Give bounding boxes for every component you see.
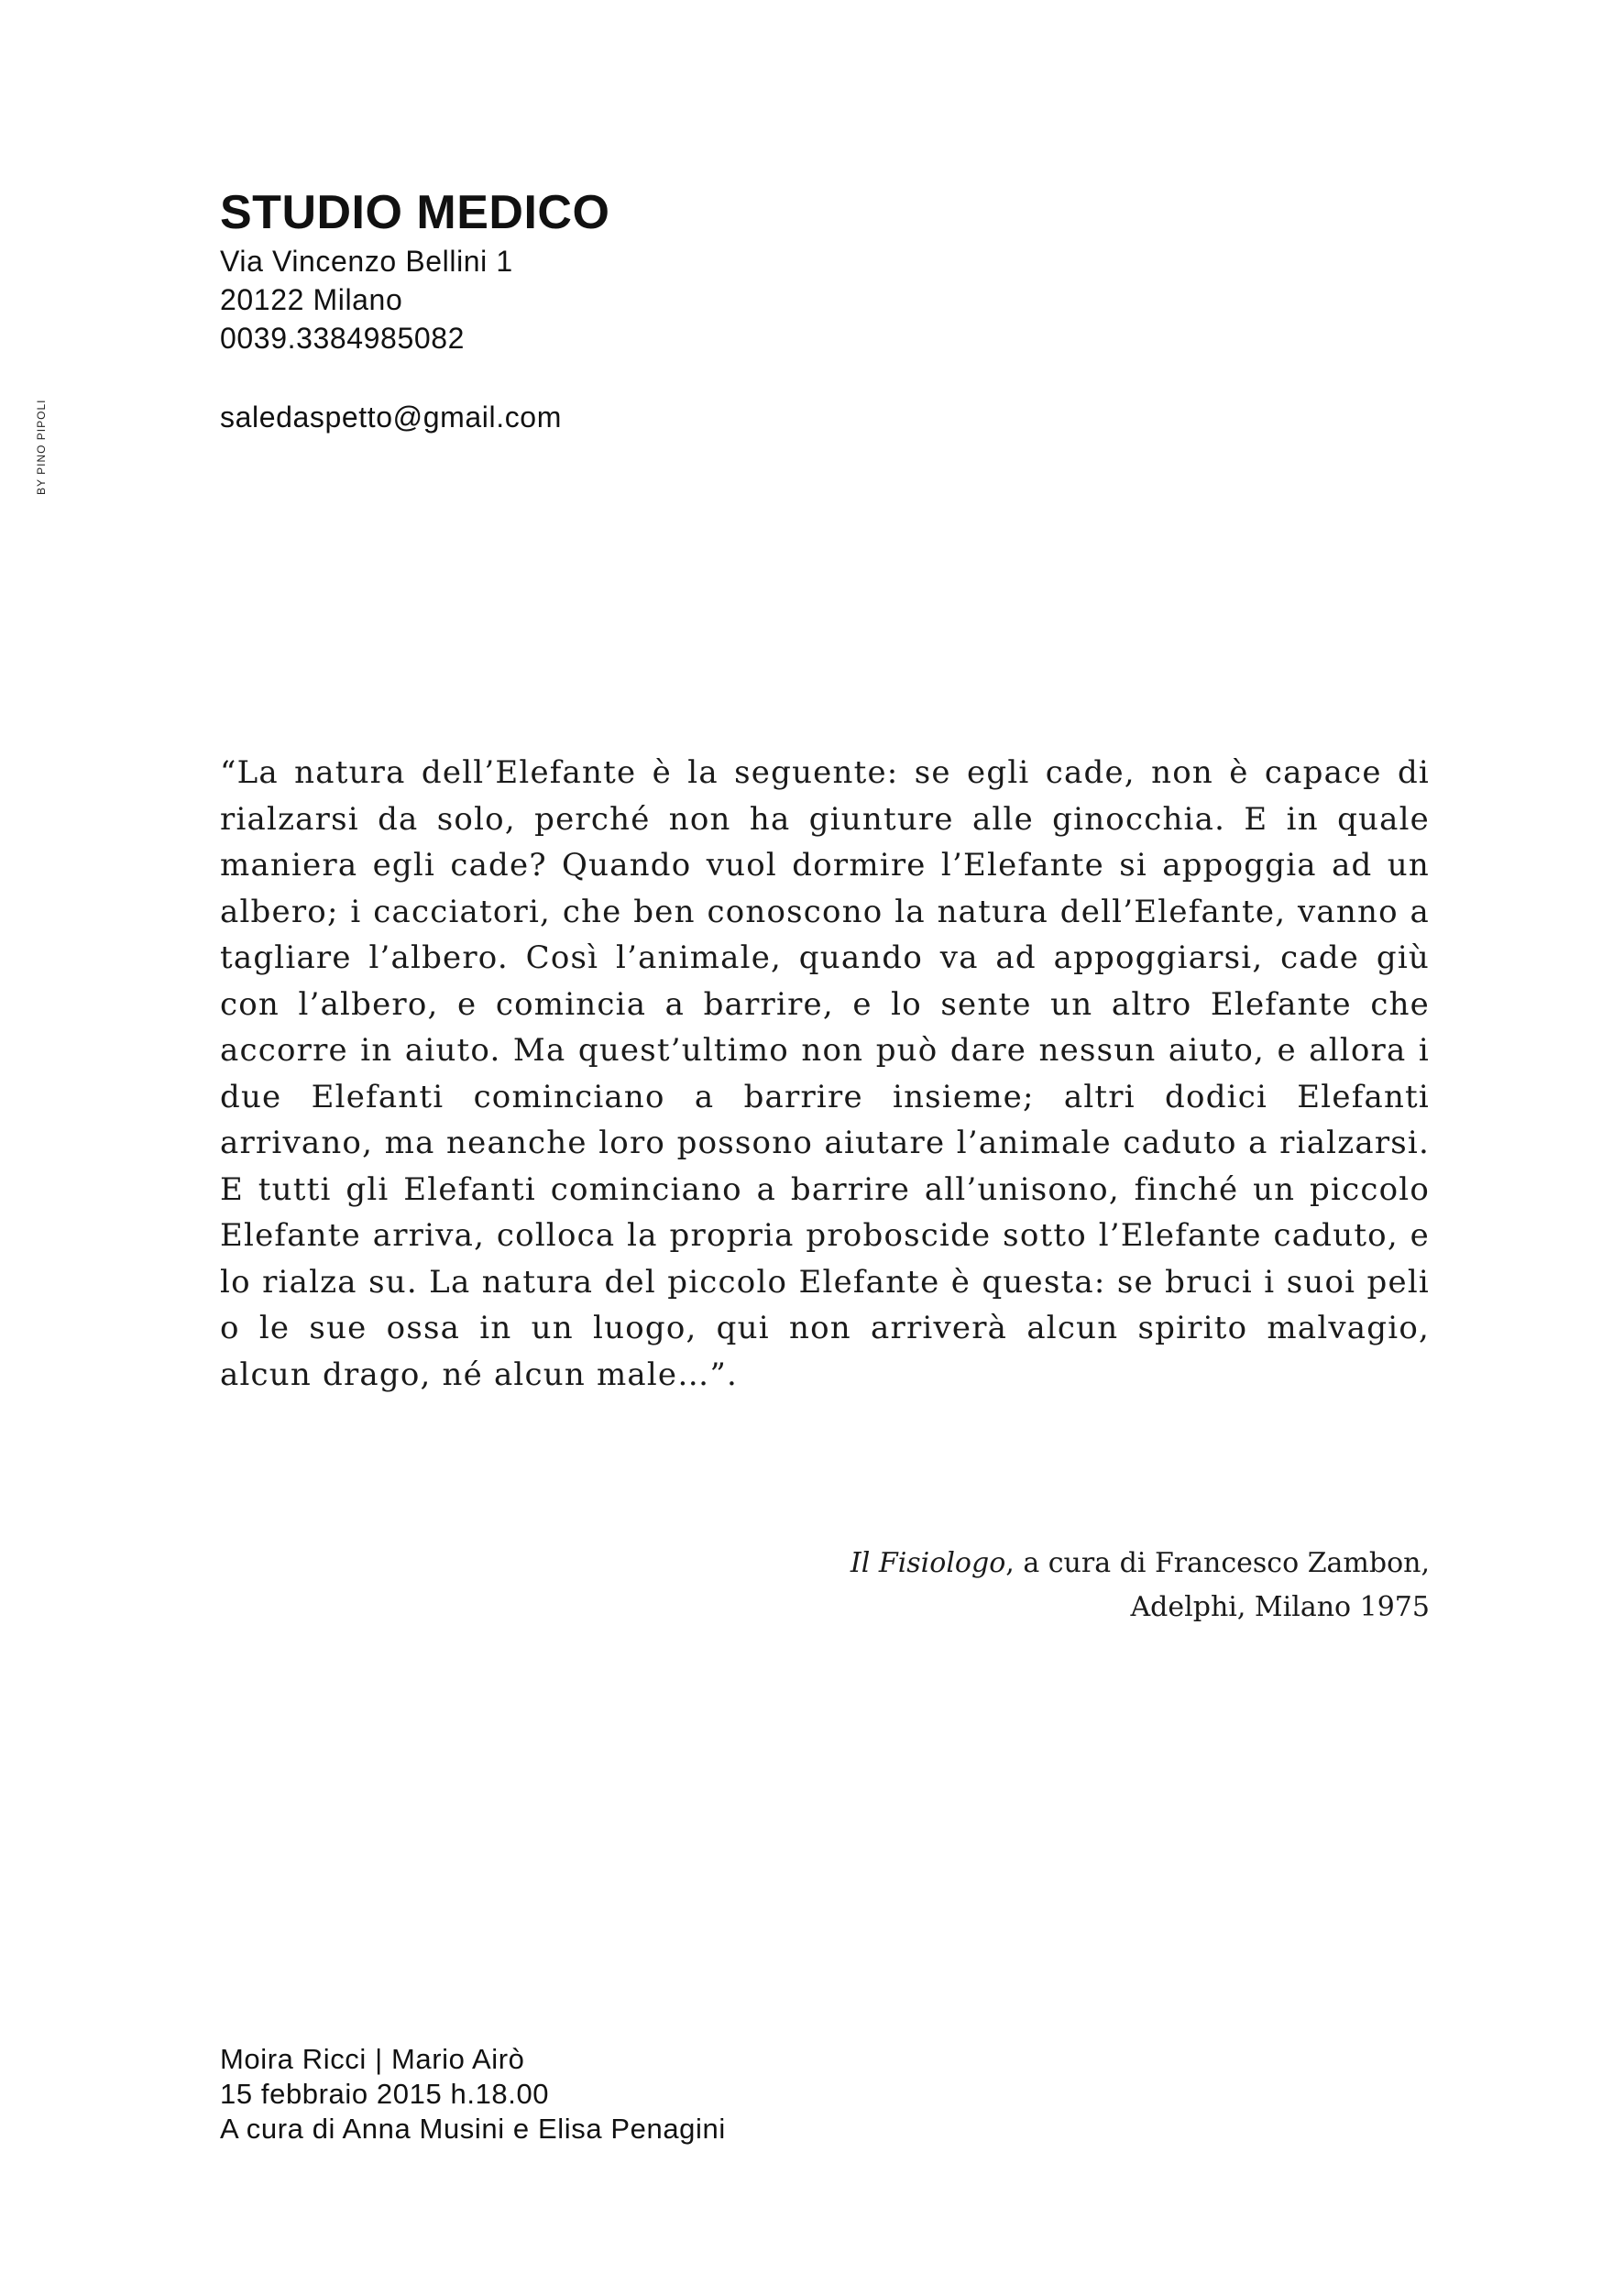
footer-artists: Moira Ricci | Mario Airò [220, 2043, 525, 2075]
event-footer [220, 2042, 1136, 2147]
citation-publisher: Adelphi, Milano 1975 [1130, 1591, 1430, 1623]
citation-line-1 [605, 1542, 1430, 1586]
side-credit: BY PINO PIPOLI [35, 399, 48, 495]
footer-date: 15 febbraio 2015 h.18.00 [220, 2078, 550, 2110]
email-address: saledaspetto@gmail.com [220, 401, 562, 434]
address-city: 20122 Milano [220, 283, 403, 316]
phone-number: 0039.3384985082 [220, 322, 466, 355]
studio-title: STUDIO MEDICO [220, 186, 610, 239]
studio-header [220, 183, 1045, 436]
address-street: Via Vincenzo Bellini 1 [220, 245, 513, 278]
footer-curators: A cura di Anna Musini e Elisa Penagini [220, 2113, 726, 2145]
citation [605, 1542, 1430, 1630]
citation-book-title: Il Fisiologo [850, 1547, 1006, 1579]
citation-editor: , a cura di Francesco Zambon, [1005, 1547, 1430, 1579]
quote-text: “La natura dell’Elefante è la seguente: se egli cade, non è capace di rialzarsi da solo, perché non ha giunture alle ginocchia. E in quale maniera egli cade? Quando vuol dormire l’Elefante si appoggia ad un albero; i cacciatori, che ben conoscono la natura dell’Elefante, vanno a tagliare l’albero. Così l’animale, quando va ad appoggiarsi, cade giù con l’albero, e comincia a barrire, e lo sente un altro Elefante che accorre in aiuto. Ma quest’ultimo non può dare nessun aiuto, e allora i due Elefanti cominciano a barrire insieme; altri dodici Elefanti arrivano, ma neanche loro possono aiutare l’animale caduto a rialzarsi. E tutti gli Elefanti cominciano a barrire all’unisono, finché un piccolo Elefante arriva, colloca la propria proboscide sotto l’Elefante caduto, e lo rialza su. La natura del piccolo Elefante è questa: se bruci i suoi peli o le sue ossa in un luogo, qui non arriverà alcun spirito malvagio, alcun drago, né alcun male…”. [220, 754, 1430, 1393]
